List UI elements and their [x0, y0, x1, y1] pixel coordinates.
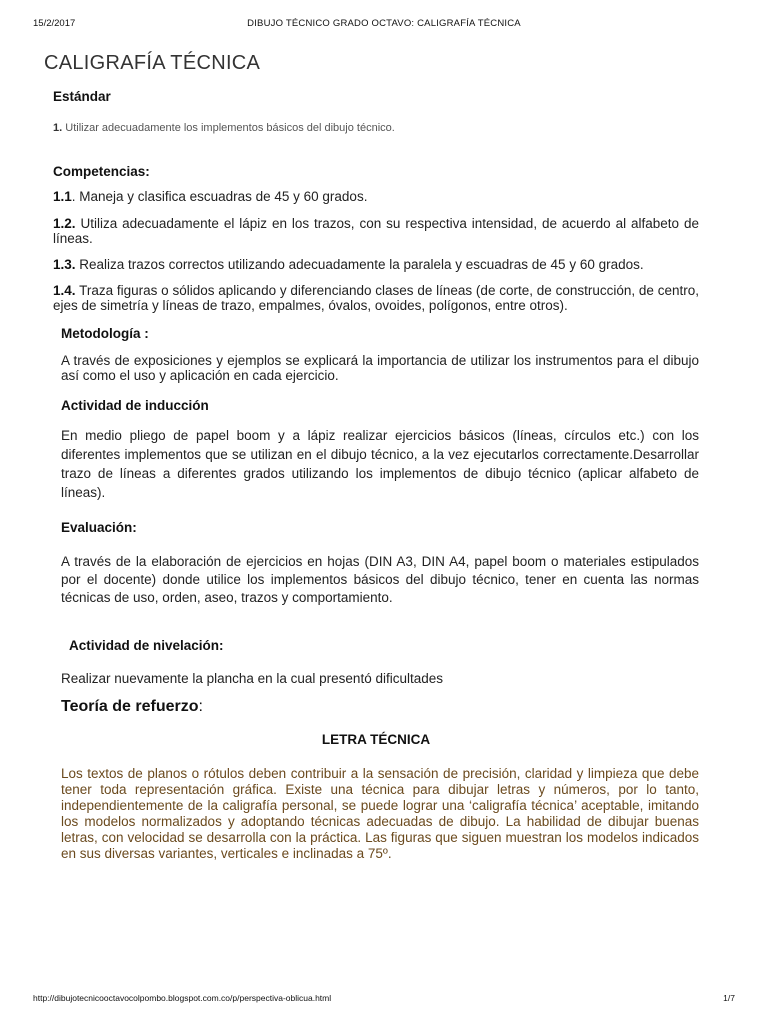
competencia-text: Utiliza adecuadamente el lápiz en los trazos, con su respectiva intensidad, de acuerdo al alfabeto de líneas.: [53, 216, 699, 246]
print-date: 15/2/2017: [33, 18, 76, 29]
letra-tecnica-text: Los textos de planos o rótulos deben contribuir a la sensación de precisión, claridad y limpieza que debe tener toda representación gráfica. Existe una técnica para dibujar letras y números, por lo tanto, independientemente de la caligrafía personal, se puede lograr una ‘caligrafía técnica’ aceptable, imitando los modelos normalizados y adoptando técnicas adecuadas de dibujo. La habilidad de dibujar buenas letras, con velocidad se desarrolla con la práctica. Las figuras que siguen muestran los modelos indicados en sus diversas variantes, verticales e inclinadas a 75º.: [61, 766, 699, 861]
induccion-heading: Actividad de inducción: [61, 398, 209, 413]
competencia-num: 1.1: [53, 189, 72, 204]
competencia-item: [53, 216, 699, 246]
competencia-num: 1.2.: [53, 216, 76, 231]
page-header: [33, 18, 735, 32]
competencia-text: Traza figuras o sólidos aplicando y diferenciando clases de líneas (de corte, de construcción, de centro, ejes de simetría y líneas de trazo, empalmes, óvalos, ovoides, polígonos, entre otros).: [53, 283, 699, 313]
letra-tecnica-heading: LETRA TÉCNICA: [321, 732, 431, 747]
evaluacion-heading: Evaluación:: [61, 520, 137, 535]
metodologia-text: A través de exposiciones y ejemplos se explicará la importancia de utilizar los instrumentos para el dibujo así como el uso y aplicación en cada ejercicio.: [61, 353, 699, 383]
nivelacion-heading: Actividad de nivelación:: [69, 638, 224, 653]
competencias-heading: Competencias:: [53, 164, 150, 179]
competencia-item: [53, 257, 699, 272]
competencia-item: [53, 189, 699, 204]
page-number: 1/7: [723, 993, 735, 1003]
print-title: DIBUJO TÉCNICO GRADO OCTAVO: CALIGRAFÍA TÉCNICA: [247, 18, 521, 29]
document-body: [44, 52, 699, 862]
estandar-heading: Estándar: [53, 89, 111, 104]
evaluacion-text: A través de la elaboración de ejercicios en hojas (DIN A3, DIN A4, papel boom o materiales estipulados por el docente) donde utilice los implementos básicos del dibujo técnico, tener en cuenta las normas técnicas de uso, orden, aseo, trazos y comportamiento.: [61, 554, 699, 605]
induccion-text: En medio pliego de papel boom y a lápiz realizar ejercicios básicos (líneas, círculos etc.) con los diferentes implementos que se utilizan en el dibujo técnico, a la vez ejecutarlos correctamente.Desarrollar trazo de líneas a diferentes grados utilizando los implementos de dibujo técnico (aplicar alfabeto de líneas).: [61, 428, 699, 500]
page-footer: [33, 993, 735, 1007]
competencia-text: . Maneja y clasifica escuadras de 45 y 60 grados.: [71, 189, 368, 204]
competencia-num: 1.3.: [53, 257, 76, 272]
competencia-num: 1.4.: [53, 283, 76, 298]
teoria-heading: [53, 698, 699, 716]
page-title: CALIGRAFÍA TÉCNICA: [44, 52, 261, 74]
estandar-num: 1.: [53, 122, 63, 134]
estandar-item: [53, 122, 699, 134]
metodologia-heading: Metodología :: [61, 326, 149, 341]
estandar-text: Utilizar adecuadamente los implementos básicos del dibujo técnico.: [62, 122, 395, 134]
source-url: http://dibujotecnicooctavocolpombo.blogspot.com.co/p/perspectiva-oblicua.html: [33, 993, 332, 1003]
competencia-text: Realiza trazos correctos utilizando adecuadamente la paralela y escuadras de 45 y 60 grados.: [75, 257, 644, 272]
nivelacion-text: Realizar nuevamente la plancha en la cual presentó dificultades: [61, 671, 443, 686]
competencia-item: [53, 283, 699, 313]
teoria-heading-text: Teoría de refuerzo: [61, 698, 199, 715]
teoria-heading-colon: :: [198, 698, 203, 715]
